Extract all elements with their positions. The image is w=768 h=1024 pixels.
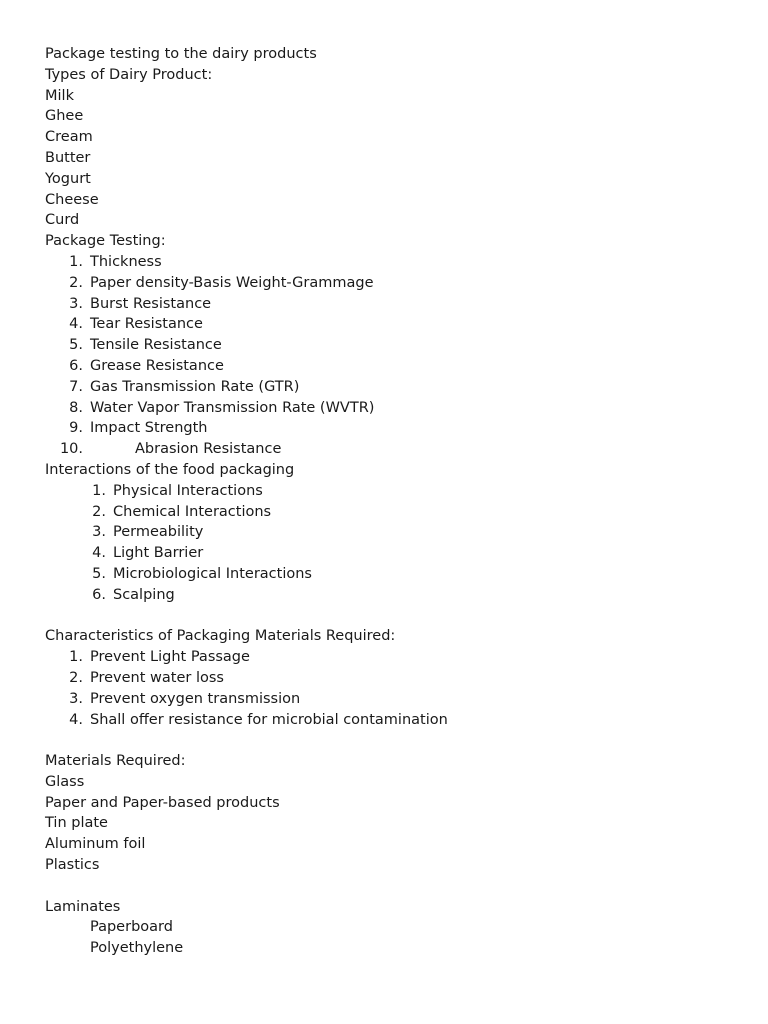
characteristics-heading: Characteristics of Packaging Materials Required: <box>45 628 396 645</box>
testing-item <box>45 335 748 356</box>
material-item: Paper and Paper-based products <box>45 794 280 811</box>
list-number: 2. <box>92 503 106 520</box>
list-text: Chemical Interactions <box>113 503 272 520</box>
list-text: Tensile Resistance <box>90 337 222 354</box>
testing-item <box>45 418 748 439</box>
testing-item <box>45 252 748 273</box>
list-number: 1. <box>92 482 106 499</box>
materials-heading: Materials Required: <box>45 753 186 770</box>
type-item: Yogurt <box>45 170 91 187</box>
characteristic-item <box>45 689 748 710</box>
testing-heading: Package Testing: <box>45 233 166 250</box>
list-text: Water Vapor Transmission Rate (WVTR) <box>90 399 375 416</box>
interaction-item <box>45 502 748 523</box>
list-text: Physical Interactions <box>113 482 263 499</box>
list-text: Scalping <box>113 586 175 603</box>
list-number: 5. <box>92 565 106 582</box>
spacer <box>45 876 748 897</box>
type-item: Curd <box>45 212 80 229</box>
interaction-item <box>45 481 748 502</box>
type-item: Milk <box>45 87 74 104</box>
list-number: 10. <box>59 441 83 458</box>
interactions-heading: Interactions of the food packaging <box>45 461 295 478</box>
characteristic-item <box>45 647 748 668</box>
testing-item <box>45 398 748 419</box>
list-text: Prevent water loss <box>90 669 224 686</box>
list-number: 8. <box>69 399 83 416</box>
list-number: 3. <box>69 295 83 312</box>
testing-item <box>45 377 748 398</box>
list-text: Tear Resistance <box>90 316 203 333</box>
list-text: Prevent oxygen transmission <box>90 690 301 707</box>
list-number: 1. <box>69 649 83 666</box>
list-number: 3. <box>92 524 106 541</box>
material-item: Aluminum foil <box>45 836 146 853</box>
list-text: Paper density-Basis Weight-Grammage <box>90 274 374 291</box>
laminate-item: Polyethylene <box>90 940 184 957</box>
list-number: 6. <box>92 586 106 603</box>
laminate-item: Paperboard <box>90 919 173 936</box>
list-number: 7. <box>69 378 83 395</box>
interaction-item <box>45 564 748 585</box>
material-item: Tin plate <box>45 815 108 832</box>
type-item: Cream <box>45 129 93 146</box>
list-text: Thickness <box>90 253 162 270</box>
list-text: Burst Resistance <box>90 295 212 312</box>
material-item: Plastics <box>45 857 100 874</box>
list-text: Permeability <box>113 524 204 541</box>
list-text: Prevent Light Passage <box>90 649 250 666</box>
list-text: Abrasion Resistance <box>135 441 282 458</box>
document-page <box>45 44 748 959</box>
types-heading: Types of Dairy Product: <box>45 66 213 83</box>
testing-item <box>45 356 748 377</box>
list-number: 4. <box>92 545 106 562</box>
list-text: Grease Resistance <box>90 357 224 374</box>
list-text: Shall offer resistance for microbial contamination <box>90 711 448 728</box>
testing-item <box>45 294 748 315</box>
list-text: Microbiological Interactions <box>113 565 312 582</box>
list-text: Impact Strength <box>90 420 208 437</box>
testing-item <box>45 273 748 294</box>
list-number: 4. <box>69 711 83 728</box>
type-item: Cheese <box>45 191 99 208</box>
laminates-heading: Laminates <box>45 898 121 915</box>
characteristic-item <box>45 668 748 689</box>
list-text: Light Barrier <box>113 545 204 562</box>
interaction-item <box>45 543 748 564</box>
list-number: 9. <box>69 420 83 437</box>
list-number: 2. <box>69 274 83 291</box>
type-item: Ghee <box>45 108 84 125</box>
spacer <box>45 730 748 751</box>
list-text: Gas Transmission Rate (GTR) <box>90 378 300 395</box>
interaction-item <box>45 585 748 606</box>
characteristic-item <box>45 710 748 731</box>
list-number: 3. <box>69 690 83 707</box>
interaction-item <box>45 522 748 543</box>
testing-item <box>45 314 748 335</box>
type-item: Butter <box>45 149 91 166</box>
list-number: 5. <box>69 337 83 354</box>
list-number: 1. <box>69 253 83 270</box>
list-number: 6. <box>69 357 83 374</box>
document-title: Package testing to the dairy products <box>45 46 317 62</box>
list-number: 4. <box>69 316 83 333</box>
spacer <box>45 606 748 627</box>
testing-item <box>45 439 748 460</box>
material-item: Glass <box>45 773 85 790</box>
list-number: 2. <box>69 669 83 686</box>
